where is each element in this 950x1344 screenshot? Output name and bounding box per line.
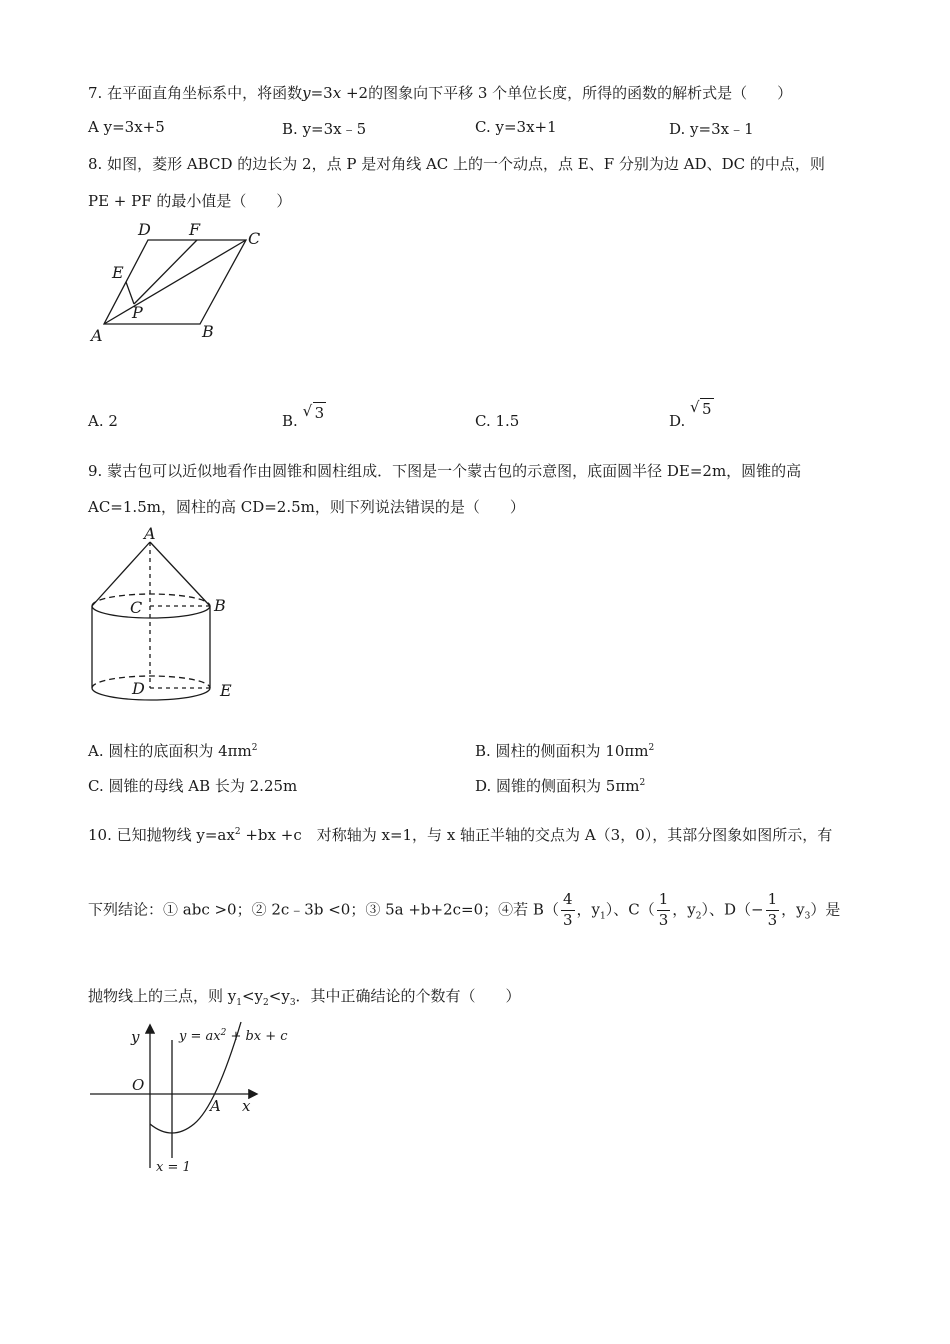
label-e: E — [112, 263, 124, 282]
q8-option-b: B. √ 3 — [282, 402, 325, 430]
q7-stem-pre: 7. 在平面直角坐标系中，将函数 — [88, 84, 303, 102]
label-b: B — [214, 596, 226, 615]
q10-stem-line2: 下列结论：① abc >0；② 2c﹣3b <0；③ 5a +b+2c=0；④若 B（ $\frac{4}{3}$ ，$y_1$）、C（ $\frac{1}{3}$ ，$y_2$）、D（− $\frac{1}{3}$ ，$y_3$）是 — [88, 890, 841, 929]
sqrt-5: √ 5 — [690, 398, 712, 418]
q7-option-c: C. y=3x+1 — [475, 118, 557, 136]
label-b: B — [202, 322, 214, 341]
q10-stem-line1: 10. 已知抛物线 $y=ax^2 +bx +c$ 对称轴为 x=1，与 x 轴正半轴的交点为 A（3，0），其部分图象如图所示，有 — [88, 826, 833, 844]
q9-option-d: D. 圆锥的侧面积为 $5\pi m^2$ — [475, 777, 646, 795]
q9-stem-line2: AC=1.5m，圆柱的高 CD=2.5m，则下列说法错误的是（ ） — [88, 498, 525, 516]
symmetry-axis-label: x = 1 — [156, 1160, 191, 1175]
bottom-ellipse-back — [92, 676, 210, 688]
q9-option-a: A. 圆柱的底面积为 $4\pi m^2$ — [88, 742, 258, 760]
fraction-1-3: $\frac{1}{3}$ — [658, 890, 669, 929]
q7-func-eq: =3 — [310, 84, 333, 102]
q7-stem-post: 的图象向下平移 3 个单位长度，所得的函数的解析式是（ ） — [368, 84, 793, 102]
label-p: P — [132, 303, 143, 322]
q9-yurt-figure — [86, 524, 246, 714]
q9-option-b: B. 圆柱的侧面积为 $10\pi m^2$ — [475, 742, 655, 760]
parabola-equation: $y = ax^2$ + bx + c — [179, 1028, 288, 1044]
label-c: C — [130, 598, 143, 617]
bottom-ellipse-front — [92, 688, 210, 700]
q8-option-a: A. 2 — [88, 412, 118, 430]
q8-rhombus-figure — [86, 216, 276, 346]
y-axis-label: y — [131, 1028, 140, 1046]
q10-parabola-graph — [86, 1018, 296, 1178]
label-f: F — [189, 220, 201, 239]
label-d: D — [132, 679, 145, 698]
cone-left-edge — [92, 542, 150, 606]
label-e: E — [220, 681, 232, 700]
x-axis-label: x — [242, 1097, 251, 1115]
sqrt-3: √ 3 — [302, 402, 325, 422]
label-c: C — [248, 229, 261, 248]
label-a: A — [144, 524, 156, 543]
q7-stem — [88, 82, 792, 103]
q7-func-rest: +2 — [341, 84, 369, 102]
q8-stem-line1: 8. 如图，菱形 ABCD 的边长为 2，点 P 是对角线 AC 上的一个动点，点 E、F 分别为边 AD、DC 的中点，则 — [88, 155, 825, 173]
point-a-label: A — [210, 1097, 221, 1115]
fraction-neg-1-3: $\frac{1}{3}$ — [767, 890, 778, 929]
label-a: A — [91, 326, 103, 345]
top-ellipse-front — [92, 606, 210, 618]
fraction-4-3: $\frac{4}{3}$ — [562, 890, 573, 929]
q9-option-c: C. 圆锥的母线 AB 长为 2.25m — [88, 777, 298, 795]
q8-stem-line2: PE + PF 的最小值是（ ） — [88, 192, 292, 210]
origin-label: O — [132, 1076, 145, 1094]
q8-option-d: D. √ 5 — [669, 398, 712, 430]
q7-option-a: A y=3x+5 — [88, 118, 165, 136]
q8-option-c: C. 1.5 — [475, 412, 520, 430]
top-ellipse-back — [92, 594, 210, 606]
q7-option-b: B. y=3x﹣5 — [282, 120, 367, 138]
label-d: D — [138, 220, 151, 239]
segment-pe — [126, 282, 134, 304]
q9-stem-line1: 9. 蒙古包可以近似地看作由圆锥和圆柱组成．下图是一个蒙古包的示意图，底面圆半径 DE=2m，圆锥的高 — [88, 462, 802, 480]
q7-func-y: y — [302, 84, 311, 102]
q10-stem-line3: 抛物线上的三点，则 $y_1<y_2<y_3$．其中正确结论的个数有（ ） — [88, 987, 521, 1008]
cone-right-edge — [150, 542, 210, 606]
q7-option-d: D. y=3x﹣1 — [669, 120, 754, 138]
q7-func-x: x — [332, 84, 342, 102]
